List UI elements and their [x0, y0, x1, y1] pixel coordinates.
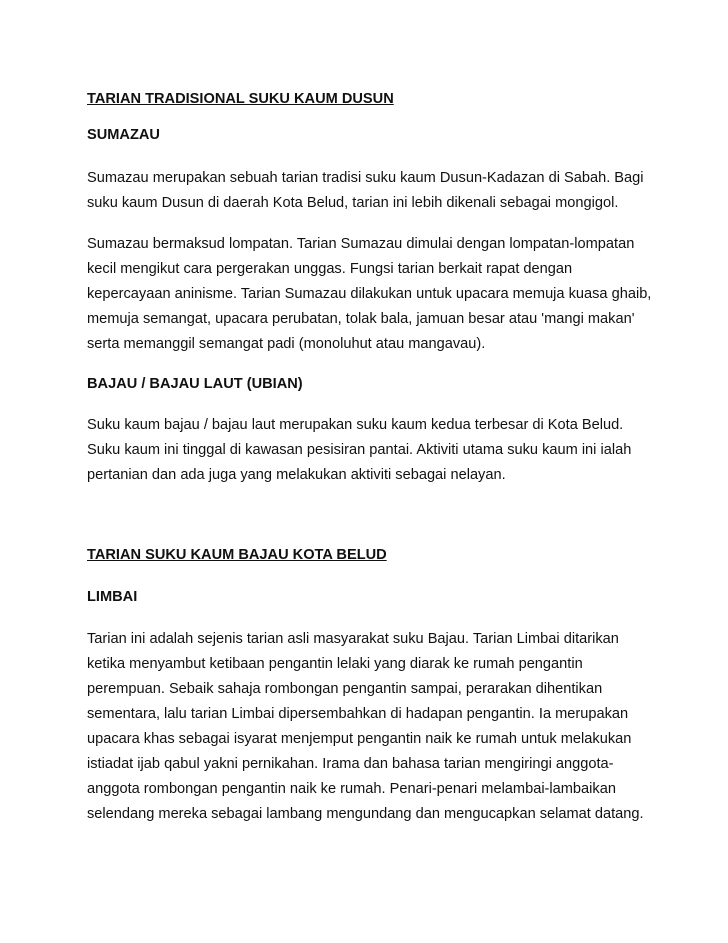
paragraph-line: upacara khas sebagai isyarat menjemput pengantin naik ke rumah untuk melakukan	[87, 731, 632, 747]
title-tarian-tradisional: TARIAN TRADISIONAL SUKU KAUM DUSUN	[87, 91, 394, 107]
paragraph-line: istiadat ijab qabul yakni pernikahan. Irama dan bahasa tarian mengiringi anggota-	[87, 756, 614, 772]
paragraph-bajau	[87, 413, 631, 488]
title-tarian-bajau: TARIAN SUKU KAUM BAJAU KOTA BELUD	[87, 547, 387, 563]
paragraph-line: kepercayaan aninisme. Tarian Sumazau dilakukan untuk upacara memuja kuasa ghaib,	[87, 286, 652, 302]
paragraph-line: Suku kaum ini tinggal di kawasan pesisiran pantai. Aktiviti utama suku kaum ini ialah	[87, 442, 632, 458]
paragraph-line: kecil mengikut cara pergerakan unggas. Fungsi tarian berkait rapat dengan	[87, 261, 573, 277]
paragraph-sumazau-meaning	[87, 232, 651, 357]
paragraph-sumazau-intro	[87, 166, 644, 216]
paragraph-limbai	[87, 627, 644, 827]
paragraph-line: Sumazau merupakan sebuah tarian tradisi suku kaum Dusun-Kadazan di Sabah. Bagi	[87, 170, 644, 186]
paragraph-line: memuja semangat, upacara perubatan, tolak bala, jamuan besar atau 'mangi makan'	[87, 311, 635, 327]
subheading-bajau: BAJAU / BAJAU LAUT (UBIAN)	[87, 376, 303, 392]
paragraph-line: ketika menyambut ketibaan pengantin lelaki yang diarak ke rumah pengantin	[87, 656, 583, 672]
paragraph-line: serta memanggil semangat padi (monoluhut atau mangavau).	[87, 336, 486, 352]
paragraph-line: suku kaum Dusun di daerah Kota Belud, tarian ini lebih dikenali sebagai mongigol.	[87, 195, 619, 211]
paragraph-line: Suku kaum bajau / bajau laut merupakan suku kaum kedua terbesar di Kota Belud.	[87, 417, 624, 433]
paragraph-line: perempuan. Sebaik sahaja rombongan pengantin sampai, perarakan dihentikan	[87, 681, 603, 697]
subheading-bajau-block	[87, 372, 303, 397]
paragraph-line: sementara, lalu tarian Limbai dipersembahkan di hadapan pengantin. Ia merupakan	[87, 706, 629, 722]
subheading-sumazau-block	[87, 123, 160, 148]
subheading-sumazau: SUMAZAU	[87, 127, 160, 143]
subheading-limbai: LIMBAI	[87, 589, 138, 605]
paragraph-line: pertanian dan ada juga yang melakukan aktiviti sebagai nelayan.	[87, 467, 506, 483]
heading-bajau-dances	[87, 543, 387, 568]
paragraph-line: Sumazau bermaksud lompatan. Tarian Sumazau dimulai dengan lompatan-lompatan	[87, 236, 635, 252]
paragraph-line: Tarian ini adalah sejenis tarian asli masyarakat suku Bajau. Tarian Limbai ditarikan	[87, 631, 619, 647]
paragraph-line: anggota rombongan pengantin naik ke rumah. Penari-penari melambai-lambaikan	[87, 781, 616, 797]
paragraph-line: selendang mereka sebagai lambang mengundang dan mengucapkan selamat datang.	[87, 806, 644, 822]
subheading-limbai-block	[87, 585, 137, 610]
heading-dusun-dances	[87, 87, 394, 112]
